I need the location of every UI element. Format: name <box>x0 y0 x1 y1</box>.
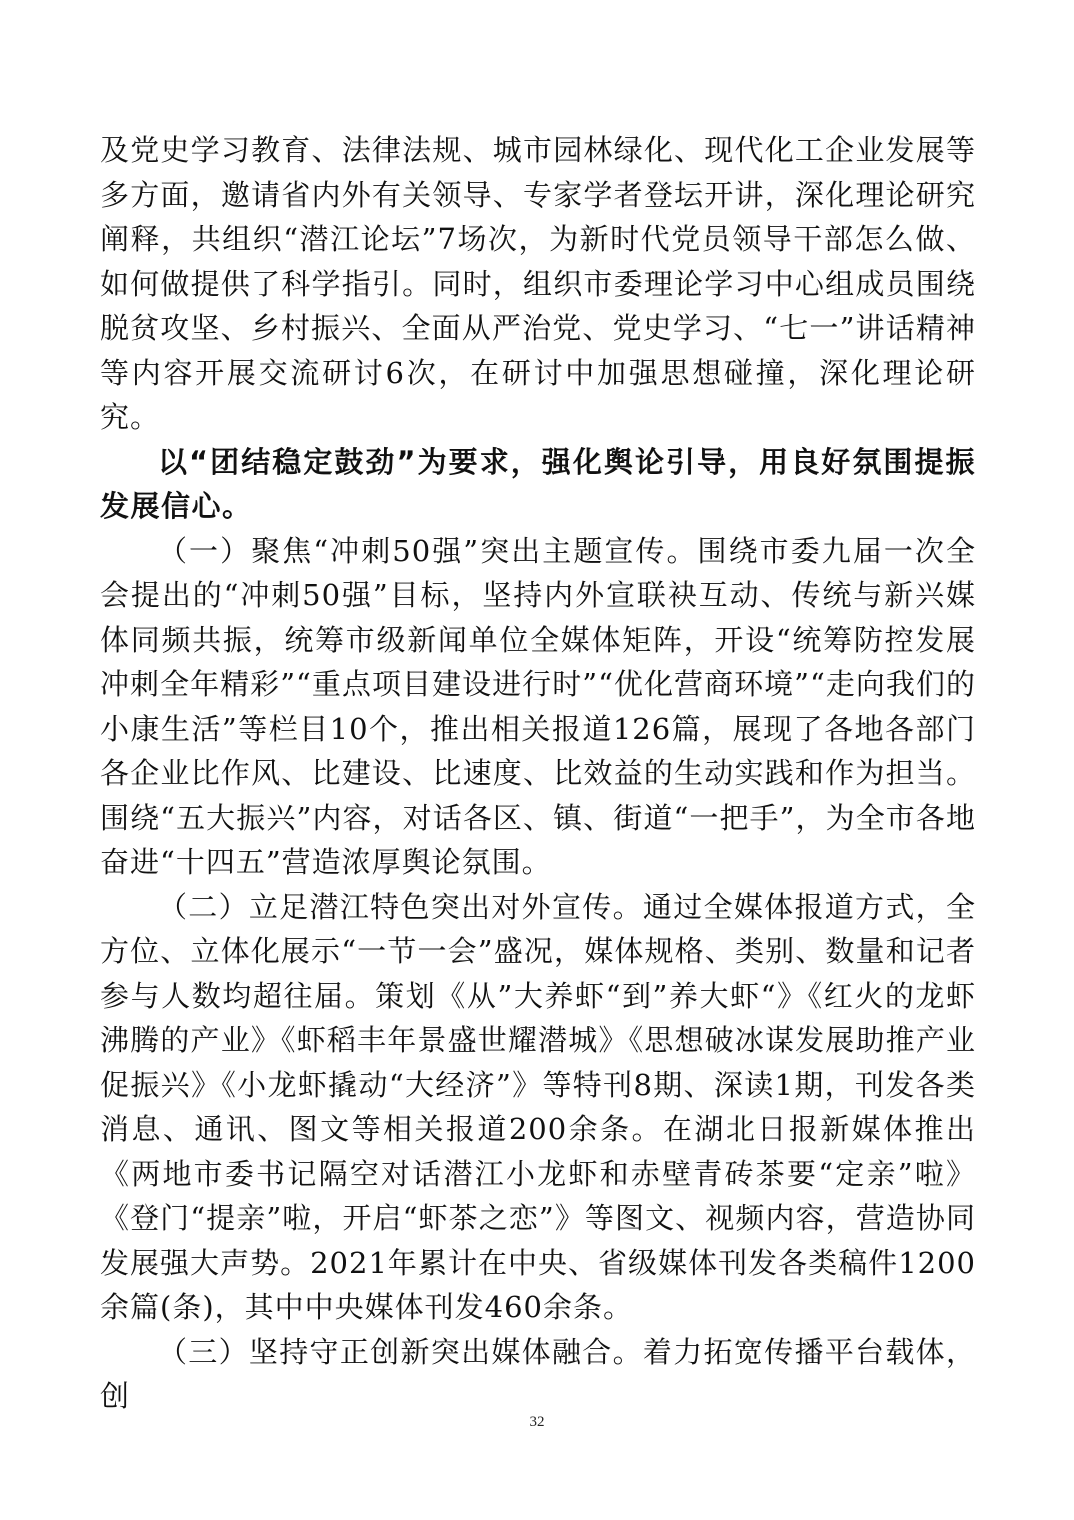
section-heading-public-opinion: 以“团结稳定鼓劲”为要求，强化舆论引导，用良好氛围提振发展信心。 <box>100 444 976 523</box>
paragraph-external-publicity <box>100 885 976 1330</box>
subheading-media-integration: （三）坚持守正创新突出媒体融合。 <box>158 1334 643 1369</box>
subheading-theme-publicity: （一）聚焦“冲刺50强”突出主题宣传。 <box>158 533 698 568</box>
paragraph-media-integration-body: 着力拓宽传播平台载体，创 <box>100 1334 976 1413</box>
paragraph-continuation: 及党史学习教育、法律法规、城市园林绿化、现代化工企业发展等多方面，邀请省内外有关领导、专家学者登坛开讲，深化理论研究阐释，共组织“潜江论坛”7场次，为新时代党员领导干部怎么做、如何做提供了科学指引。同时，组织市委理论学习中心组成员围绕脱贫攻坚、乡村振兴、全面从严治党、党史学习、“七一”讲话精神等内容开展交流研讨6次，在研讨中加强思想碰撞，深化理论研究。 <box>100 133 976 434</box>
paragraph-theme-publicity-body: 围绕市委九届一次全会提出的“冲刺50强”目标，坚持内外宣联袂互动、传统与新兴媒体同频共振，统筹市级新闻单位全媒体矩阵，开设“统筹防控发展冲刺全年精彩”“重点项目建设进行时”“优化营商环境”“走向我们的小康生活”等栏目10个，推出相关报道126篇，展现了各地各部门各企业比作风、比建设、比速度、比效益的生动实践和作为担当。围绕“五大振兴”内容，对话各区、镇、街道“一把手”，为全市各地奋进“十四五”营造浓厚舆论氛围。 <box>100 533 976 879</box>
document-page <box>100 128 976 1419</box>
subheading-external-publicity: （二）立足潜江特色突出对外宣传。 <box>158 889 643 924</box>
paragraph-external-publicity-body: 通过全媒体报道方式，全方位、立体化展示“一节一会”盛况，媒体规格、类别、数量和记者参与人数均超往届。策划《从”大养虾“到”养大虾“》《红火的龙虾沸腾的产业》《虾稻丰年景盛世耀潜城》《思想破冰谋发展助推产业促振兴》《小龙虾撬动“大经济”》等特刊8期、深读1期，刊发各类消息、通讯、图文等相关报道200余条。在湖北日报新媒体推出《两地市委书记隔空对话潜江小龙虾和赤壁青砖茶要“定亲”啦》《登门“提亲”啦，开启“虾茶之恋”》等图文、视频内容，营造协同发展强大声势。2021年累计在中央、省级媒体刊发各类稿件1200余篇(条)，其中中央媒体刊发460余条。 <box>100 889 976 1324</box>
page-number: 32 <box>529 1414 545 1430</box>
paragraph-theme-publicity <box>100 529 976 885</box>
paragraph-media-integration <box>100 1330 976 1419</box>
